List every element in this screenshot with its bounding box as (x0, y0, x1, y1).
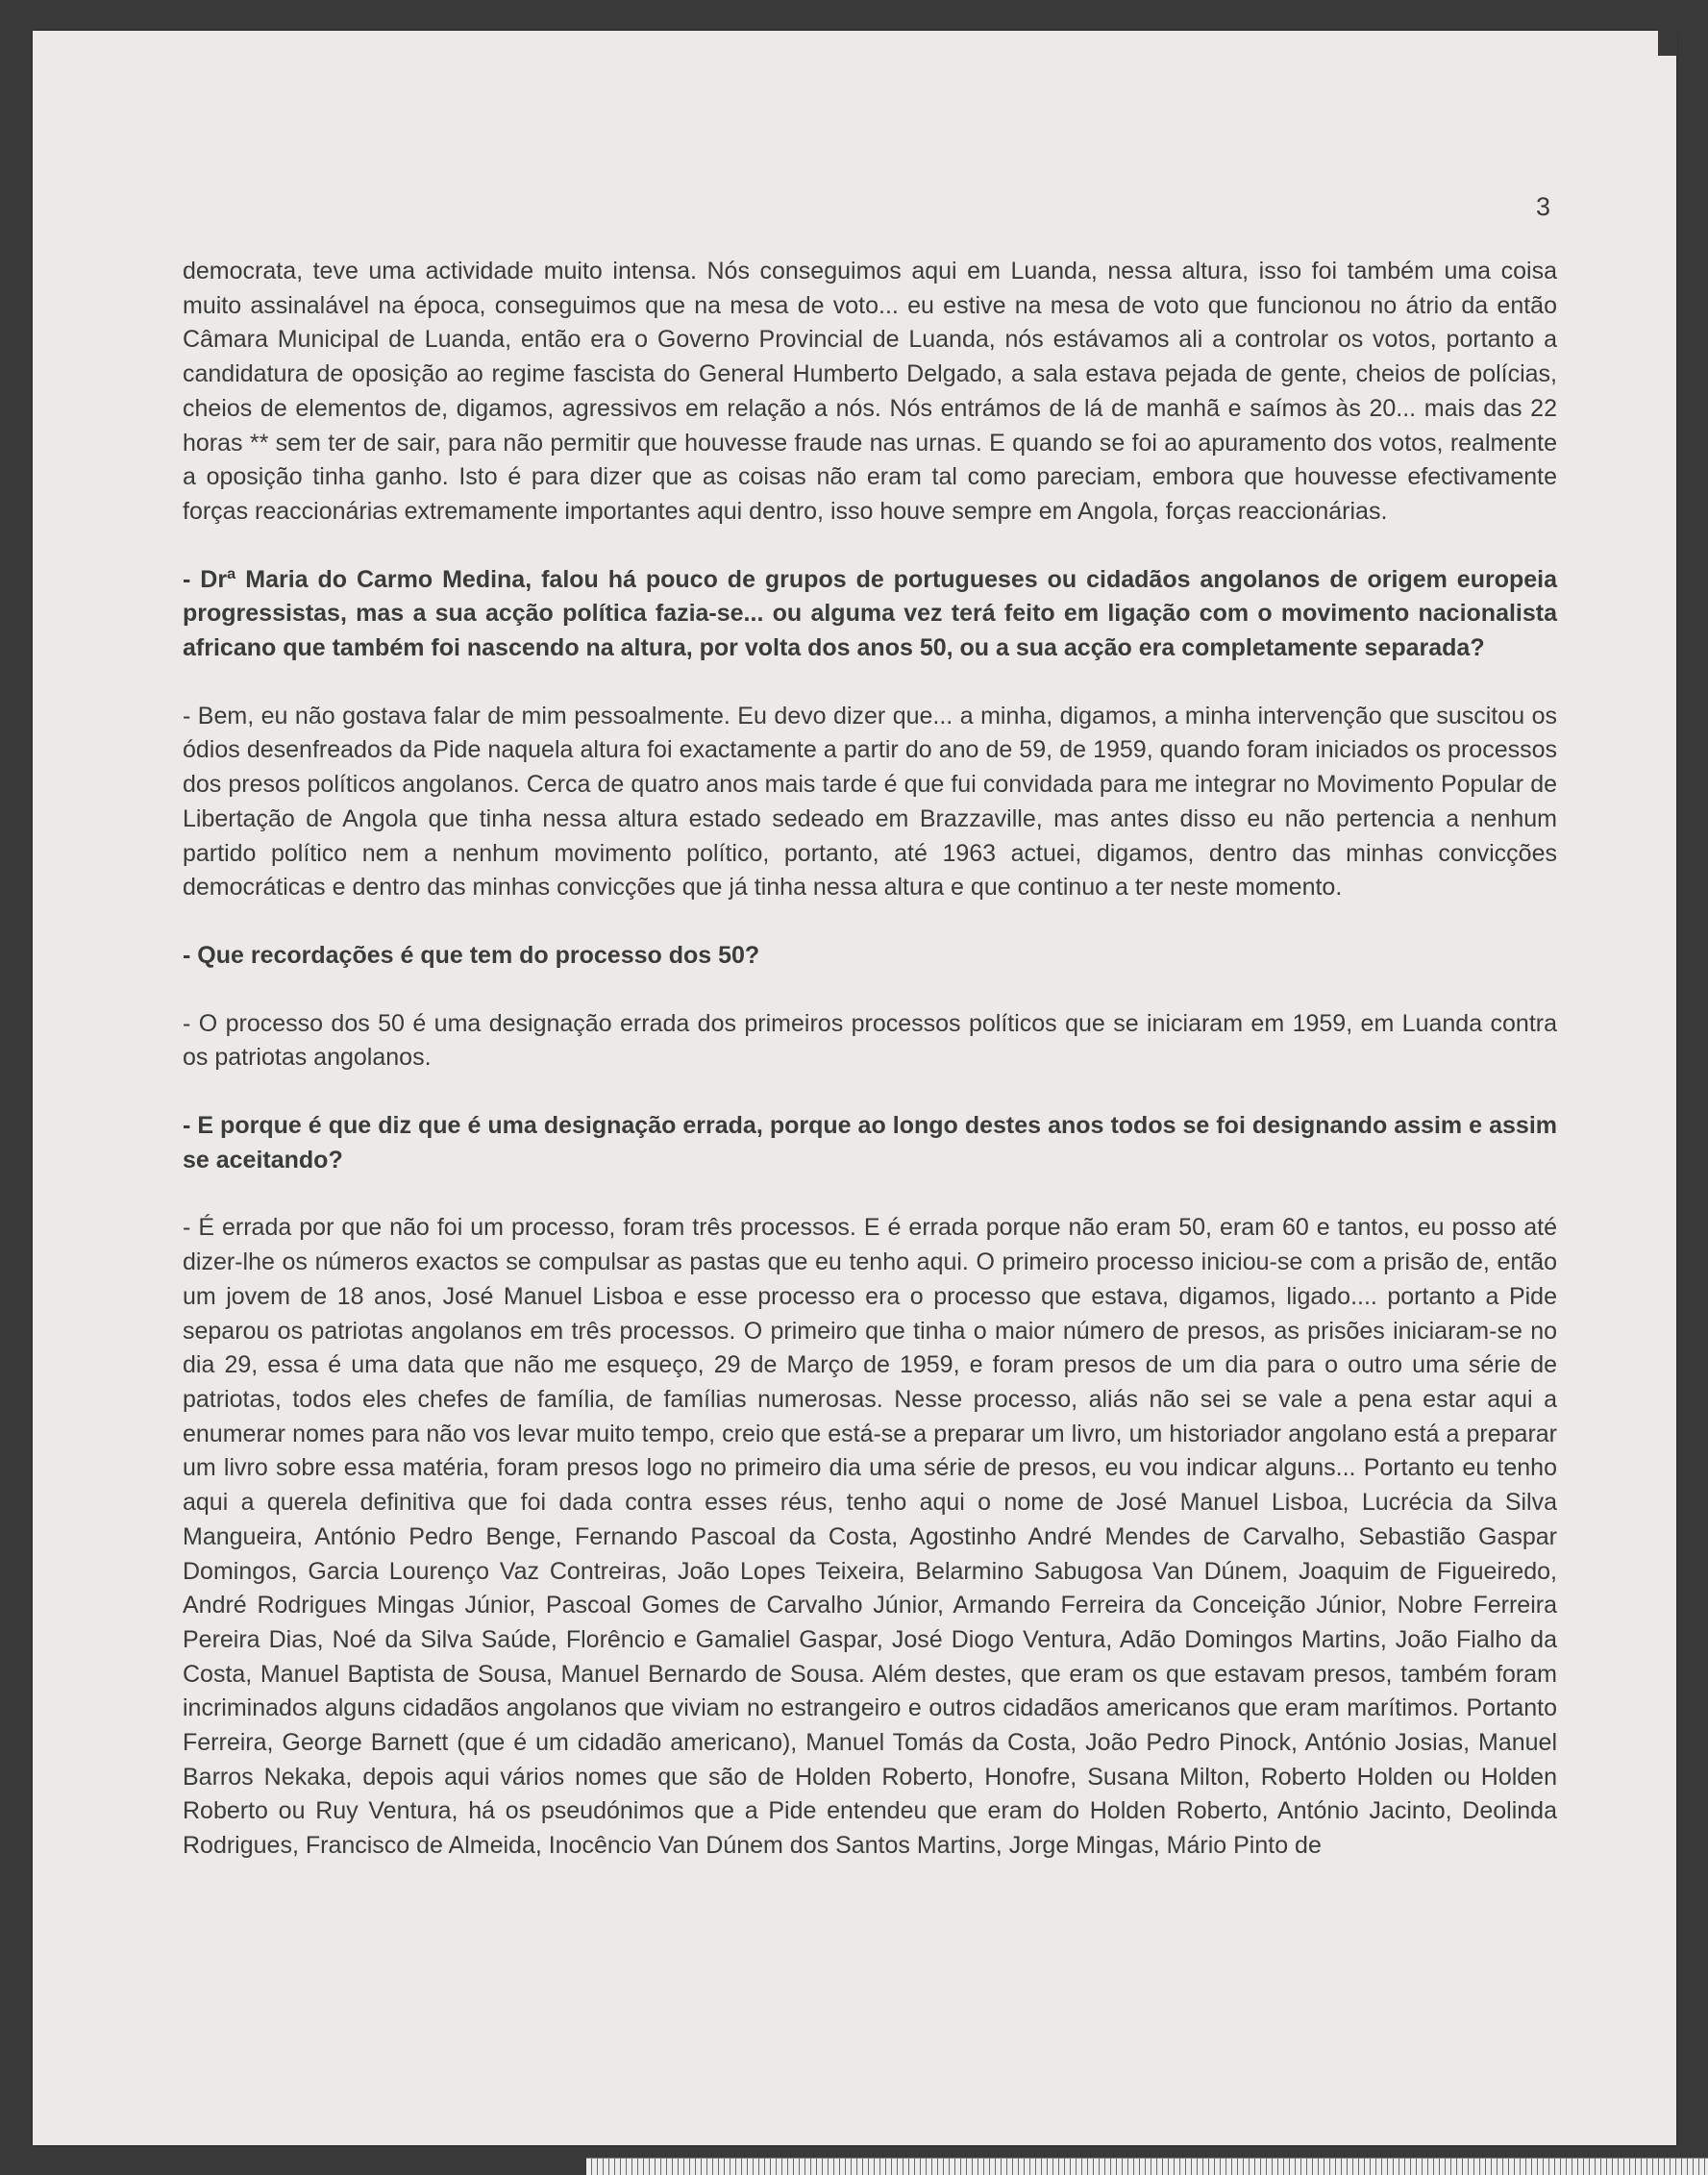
page-corner (1658, 27, 1677, 56)
question-paragraph: - E porque é que diz que é uma designação errada, porque ao longo destes anos todos se foi designando assim e assim se aceitando? (183, 1112, 1557, 1174)
answer-paragraph: - É errada por que não foi um processo, foram três processos. E é errada porque não eram 50, eram 60 e tantos, eu posso até dizer-lhe os números exactos se compulsar as pastas que eu tenho aqui. O primeiro processo iniciou-se com a prisão de, então um jovem de 18 anos, José Manuel Lisboa e esse processo era o processo que estava, digamos, ligado.... portanto a Pide separou os patriotas angolanos em três processos. O primeiro que tinha o maior número de presos, as prisões iniciaram-se no dia 29, essa é uma data que não me esqueço, 29 de Março de 1959, e foram presos de um dia para o outro uma série de patriotas, todos eles chefes de família, de famílias numerosas. Nesse processo, aliás não sei se vale a pena estar aqui a enumerar nomes para não vos levar muito tempo, creio que está-se a preparar um livro, um historiador angolano está a preparar um livro sobre essa matéria, foram presos logo no primeiro dia uma série de presos, eu vou indicar alguns... Portanto eu tenho aqui a querela definitiva que foi dada contra esses réus, tenho aqui o nome de José Manuel Lisboa, Lucrécia da Silva Mangueira, António Pedro Benge, Fernando Pascoal da Costa, Agostinho André Mendes de Carvalho, Sebastião Gaspar Domingos, Garcia Lourenço Vaz Contreiras, João Lopes Teixeira, Belarmino Sabugosa Van Dúnem, Joaquim de Figueiredo, André Rodrigues Mingas Júnior, Pascoal Gomes de Carvalho Júnior, Armando Ferreira da Conceição Júnior, Nobre Ferreira Pereira Dias, Noé da Silva Saúde, Florêncio e Gamaliel Gaspar, José Diogo Ventura, Adão Domingos Martins, João Fialho da Costa, Manuel Baptista de Sousa, Manuel Bernardo de Sousa. Além destes, que eram os que estavam presos, também foram incriminados alguns cidadãos angolanos que viviam no estrangeiro e outros cidadãos americanos que eram marítimos. Portanto Ferreira, George Barnett (que é um cidadão americano), Manuel Tomás da Costa, João Pedro Pinock, António Josias, Manuel Barros Nekaka, depois aqui vários nomes que são de Holden Roberto, Honofre, Susana Milton, Roberto Holden ou Holden Roberto ou Ruy Ventura, há os pseudónimos que a Pide entendeu que eram do Holden Roberto, António Jacinto, Deolinda Rodrigues, Francisco de Almeida, Inocêncio Van Dúnem dos Santos Martins, Jorge Mingas, Mário Pinto de (183, 1214, 1557, 1860)
answer-paragraph: - O processo dos 50 é uma designação errada dos primeiros processos políticos que se iniciaram em 1959, em Luanda contra os patriotas angolanos. (183, 1009, 1557, 1072)
scan-ruler (586, 2158, 1708, 2175)
page-number: 3 (1536, 192, 1551, 221)
transcript-body (183, 255, 1557, 1897)
question-paragraph: - Drª Maria do Carmo Medina, falou há pouco de grupos de portugueses ou cidadãos angolanos de origem europeia progressistas, mas a sua acção política fazia-se... ou alguma vez terá feito em ligação com o movimento nacionalista africano que também foi nascendo na altura, por volta dos anos 50, ou a sua acção era completamente separada? (183, 565, 1557, 662)
answer-paragraph: - Bem, eu não gostava falar de mim pessoalmente. Eu devo dizer que... a minha, digamos, a minha intervenção que suscitou os ódios desenfreados da Pide naquela altura foi exactamente a partir do ano de 59, de 1959, quando foram iniciados os processos dos presos políticos angolanos. Cerca de quatro anos mais tarde é que fui convidada para me integrar no Movimento Popular de Libertação de Angola que tinha nessa altura estado sedeado em Brazzaville, mas antes disso eu não pertencia a nenhum partido político nem a nenhum movimento político, portanto, até 1963 actuei, digamos, dentro das minhas convicções democráticas e dentro das minhas convicções que já tinha nessa altura e que continuo a ter neste momento. (183, 702, 1557, 902)
question-paragraph: - Que recordações é que tem do processo dos 50? (183, 941, 760, 969)
answer-paragraph: democrata, teve uma actividade muito intensa. Nós conseguimos aqui em Luanda, nessa altura, isso foi também uma coisa muito assinalável na época, conseguimos que na mesa de voto... eu estive na mesa de voto que funcionou no átrio da então Câmara Municipal de Luanda, então era o Governo Provincial de Luanda, nós estávamos ali a controlar os votos, portanto a candidatura de oposição ao regime fascista do General Humberto Delgado, a sala estava pejada de gente, cheios de polícias, cheios de elementos de, digamos, agressivos em relação a nós. Nós entrámos de lá de manhã e saímos às 20... mais das 22 horas ** sem ter de sair, para não permitir que houvesse fraude nas urnas. E quando se foi ao apuramento dos votos, realmente a oposição tinha ganho. Isto é para dizer que as coisas não eram tal como pareciam, embora que houvesse efectivamente forças reaccionárias extremamente importantes aqui dentro, isso houve sempre em Angola, forças reaccionárias. (183, 258, 1557, 525)
